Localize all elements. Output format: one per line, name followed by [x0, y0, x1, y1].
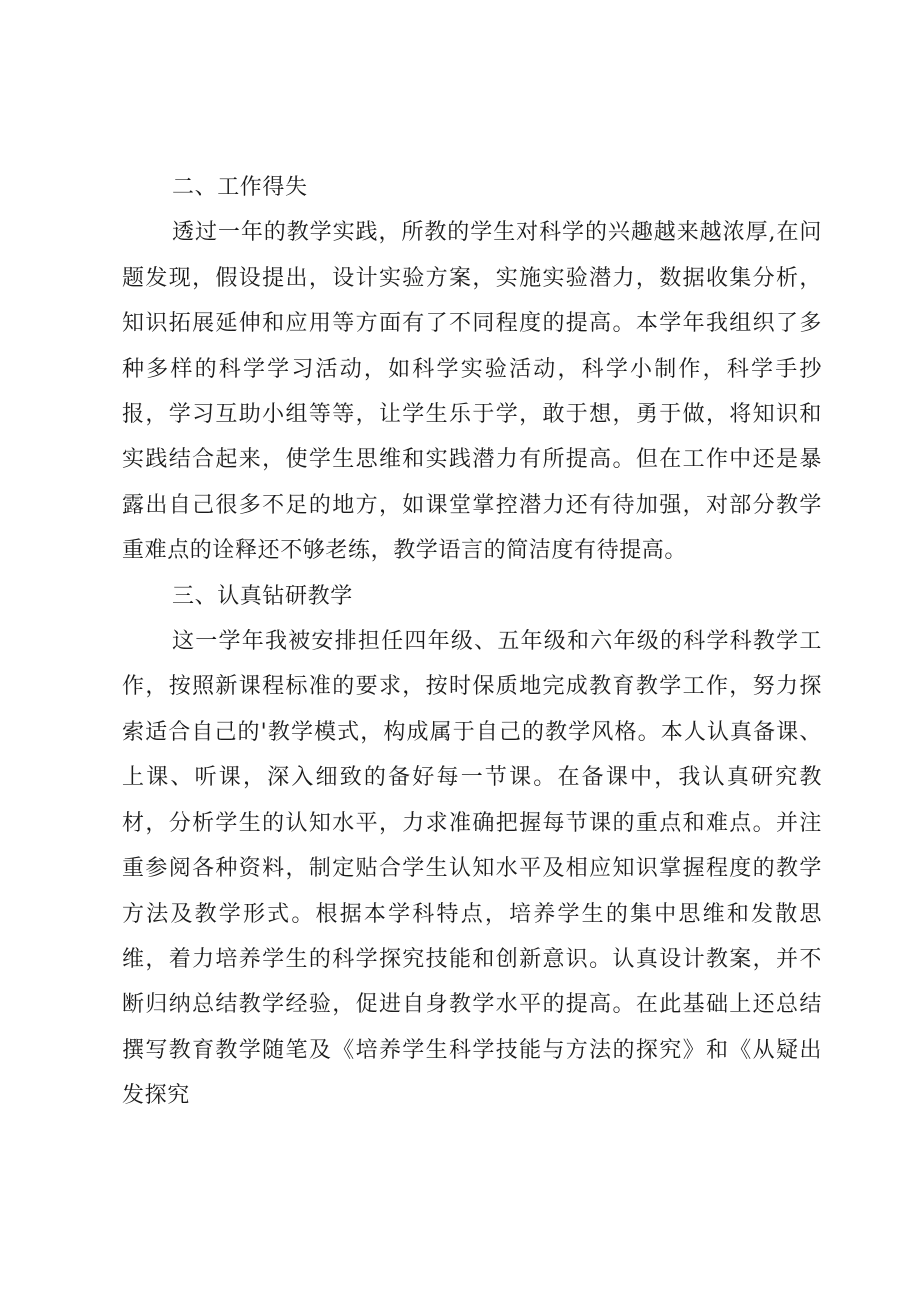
- document-body: [122, 165, 822, 1119]
- section-heading-teaching-research: 三、认真钻研教学: [172, 583, 353, 609]
- section-heading-work-gains-losses: 二、工作得失: [172, 175, 308, 200]
- section-paragraph-teaching-research: 这一学年我被安排担任四年级、五年级和六年级的科学科教学工作，按照新课程标准的要求，按时保质地完成教育教学工作，努力探索适合自己的'教学模式，构成属于自己的教学风格。本人认真备课、上课、听课，深入细致的备好每一节课。在备课中，我认真研究教材，分析学生的认知水平，力求准确把握每节课的重点和难点。并注重参阅各种资料，制定贴合学生认知水平及相应知识掌握程度的教学方法及教学形式。根据本学科特点，培养学生的集中思维和发散思维，着力培养学生的科学探究技能和创新意识。认真设计教案，并不断归纳总结教学经验，促进自身教学水平的提高。在此基础上还总结撰写教育教学随笔及《培养学生科学技能与方法的探究》和《从疑出发探究: [122, 629, 822, 1109]
- section-paragraph-work-gains-losses: 透过一年的教学实践，所教的学生对科学的兴趣越来越浓厚,在问题发现，假设提出，设计实验方案，实施实验潜力，数据收集分析，知识拓展延伸和应用等方面有了不同程度的提高。本学年我组织了多种多样的科学学习活动，如科学实验活动，科学小制作，科学手抄报，学习互助小组等等，让学生乐于学，敢于想，勇于做，将知识和实践结合起来，使学生思维和实践潜力有所提高。但在工作中还是暴露出自己很多不足的地方，如课堂掌控潜力还有待加强，对部分教学重难点的诠释还不够老练，教学语言的简洁度有待提高。: [122, 220, 822, 564]
